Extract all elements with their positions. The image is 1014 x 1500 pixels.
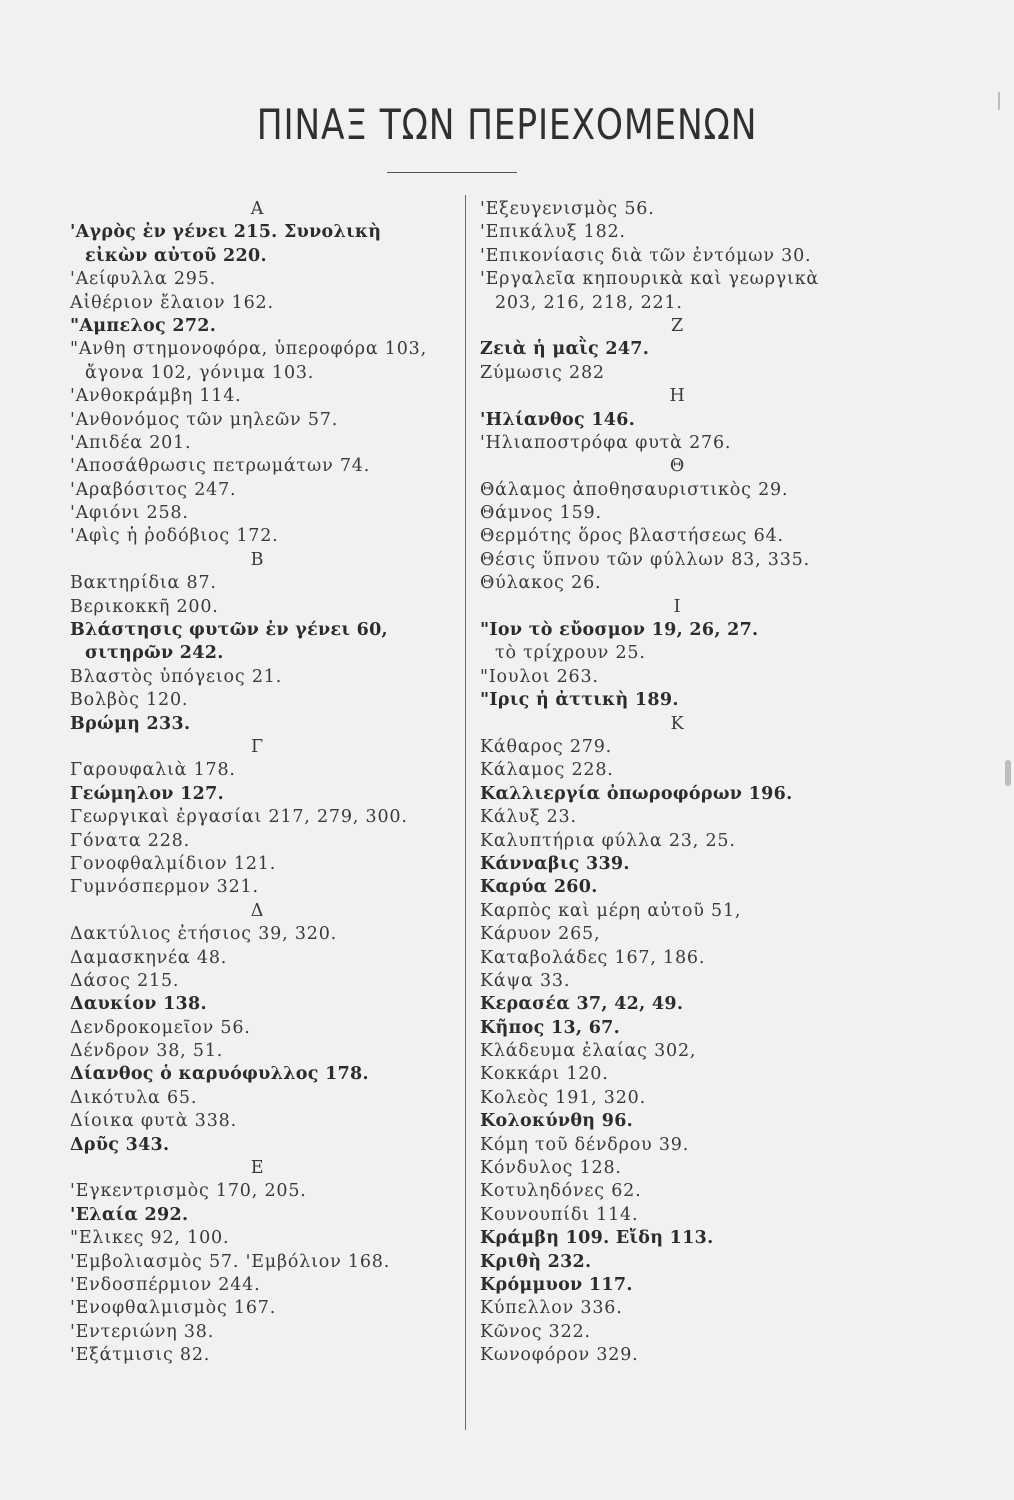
index-entry: "Ιον τὸ εὔοσμον 19, 26, 27. bbox=[480, 620, 759, 641]
section-letter: Ζ bbox=[671, 315, 684, 336]
index-entry: Καλυπτήρια φύλλα 23, 25. bbox=[480, 830, 736, 851]
index-entry: Κῶνος 322. bbox=[480, 1321, 591, 1342]
index-column-right bbox=[480, 198, 875, 1368]
index-entry: 'Ελαία 292. bbox=[70, 1204, 189, 1225]
index-entry: Κάθαρος 279. bbox=[480, 736, 612, 757]
index-entry: Γεώμηλον 127. bbox=[70, 783, 224, 804]
index-entry: Κουνουπίδι 114. bbox=[480, 1204, 639, 1225]
index-entry: 'Ανθονόμος τῶν μηλεῶν 57. bbox=[70, 409, 339, 430]
index-entry: Θέσις ὕπνου τῶν φύλλων 83, 335. bbox=[480, 549, 810, 570]
index-entry: Αἰθέριον ἔλαιον 162. bbox=[70, 292, 274, 313]
index-entry: Κολοκύνθη 96. bbox=[480, 1111, 634, 1132]
index-entry: Κοκκάρι 120. bbox=[480, 1064, 609, 1085]
index-entry: Βλάστησις φυτῶν ἐν γένει 60, bbox=[70, 620, 388, 641]
index-entry: Γεωργικαὶ ἐργασίαι 217, 279, 300. bbox=[70, 807, 408, 828]
index-entry: 'Ηλίανθος 146. bbox=[480, 409, 636, 430]
scan-speck bbox=[998, 92, 1000, 110]
section-letter: Β bbox=[250, 549, 265, 570]
index-entry: 'Εργαλεῖα κηπουρικὰ καὶ γεωργικὰ bbox=[480, 269, 820, 290]
index-entry: Κάλυξ 23. bbox=[480, 807, 577, 828]
index-entry: 'Αείφυλλα 295. bbox=[70, 269, 216, 290]
section-letter: Θ bbox=[669, 456, 686, 477]
index-entry: Δικότυλα 65. bbox=[70, 1087, 198, 1108]
section-letter: Ι bbox=[673, 596, 682, 617]
index-entry: Θάμνος 159. bbox=[480, 503, 602, 524]
index-entry: Θερμότης ὅρος βλαστήσεως 64. bbox=[480, 526, 784, 547]
index-entry: Δίοικα φυτὰ 338. bbox=[70, 1111, 237, 1132]
index-entry: Κρόμμυον 117. bbox=[480, 1274, 633, 1295]
index-entry: 'Επικονίασις διὰ τῶν ἐντόμων 30. bbox=[480, 245, 812, 266]
index-entry: Δενδροκομεῖον 56. bbox=[70, 1017, 251, 1038]
index-entry: Ζύμωσις 282 bbox=[480, 362, 605, 383]
index-entry: Δαυκίον 138. bbox=[70, 994, 207, 1015]
index-entry: Γυμνόσπερμον 321. bbox=[70, 877, 259, 898]
index-column-left bbox=[70, 198, 445, 1368]
index-entry: 'Ενδοσπέρμιον 244. bbox=[70, 1274, 261, 1295]
index-entry: 'Εμβολιασμὸς 57. 'Εμβόλιον 168. bbox=[70, 1251, 391, 1272]
index-entry: 'Απιδέα 201. bbox=[70, 432, 192, 453]
index-entry: Κράμβη 109. Εἴδη 113. bbox=[480, 1228, 714, 1249]
index-entry: Κλάδευμα ἐλαίας 302, bbox=[480, 1041, 697, 1062]
index-entry: Κόνδυλος 128. bbox=[480, 1158, 622, 1179]
index-entry: Καρύα 260. bbox=[480, 877, 598, 898]
index-entry: "Ιρις ἡ ἀττικὴ 189. bbox=[480, 690, 679, 711]
index-entry: Καταβολάδες 167, 186. bbox=[480, 947, 706, 968]
index-entry: Δακτύλιος ἐτήσιος 39, 320. bbox=[70, 924, 337, 945]
index-entry: 'Εξευγενισμὸς 56. bbox=[480, 199, 655, 219]
index-entry: Κάρυον 265, bbox=[480, 924, 601, 945]
index-entry: Κύπελλον 336. bbox=[480, 1298, 623, 1319]
index-entry: Βακτηρίδια 87. bbox=[70, 573, 217, 594]
index-entry: Καρπὸς καὶ μέρη αὐτοῦ 51, bbox=[480, 900, 742, 921]
index-entry: "Ανθη στημονοφόρα, ὑπεροφόρα 103, bbox=[70, 339, 427, 360]
column-divider bbox=[465, 195, 466, 1430]
index-entry: Κῆπος 13, 67. bbox=[480, 1017, 621, 1038]
index-entry: 'Ανθοκράμβη 114. bbox=[70, 386, 242, 407]
index-entry: Δένδρον 38, 51. bbox=[70, 1041, 224, 1062]
index-entry: Ζειὰ ἡ μαῒς 247. bbox=[480, 339, 650, 360]
index-entry: 'Εντεριώνη 38. bbox=[70, 1321, 215, 1342]
index-entry: Κάψα 33. bbox=[480, 970, 571, 991]
page-title: ΠΙΝΑΞ ΤΩΝ ΠΕΡΙΕΧΟΜΕΝΩΝ bbox=[256, 100, 758, 149]
index-entry: Κωνοφόρον 329. bbox=[480, 1345, 639, 1366]
index-entry: Βερικοκκῆ 200. bbox=[70, 596, 219, 617]
index-entry: Βολβὸς 120. bbox=[70, 690, 189, 711]
index-entry: Κριθὴ 232. bbox=[480, 1251, 592, 1272]
index-entry: 'Εξάτμισις 82. bbox=[70, 1345, 211, 1366]
index-entry: Κοτυληδόνες 62. bbox=[480, 1181, 642, 1202]
index-entry: Θύλακος 26. bbox=[480, 573, 602, 594]
section-letter: Δ bbox=[250, 900, 265, 921]
index-entry: Κερασέα 37, 42, 49. bbox=[480, 994, 684, 1015]
index-entry: Κάνναβις 339. bbox=[480, 853, 630, 874]
index-entry: Γονοφθαλμίδιον 121. bbox=[70, 853, 277, 874]
index-entry: 'Ηλιαποστρόφα φυτὰ 276. bbox=[480, 432, 732, 453]
title-underline bbox=[387, 172, 517, 173]
index-entry: 'Αφὶς ἡ ῥοδόβιος 172. bbox=[70, 526, 279, 547]
index-entry: 'Επικάλυξ 182. bbox=[480, 222, 626, 243]
section-letter: Κ bbox=[670, 713, 685, 734]
index-entry: εἰκὼν αὐτοῦ 220. bbox=[85, 245, 267, 266]
index-entry: Γόνατα 228. bbox=[70, 830, 190, 851]
index-entry: Δαμασκηνέα 48. bbox=[70, 947, 228, 968]
index-entry: Γαρουφαλιὰ 178. bbox=[70, 760, 236, 781]
index-entry: τὸ τρίχρουν 25. bbox=[495, 643, 646, 664]
section-letter: Ε bbox=[250, 1158, 265, 1179]
index-entry: ἄγονα 102, γόνιμα 103. bbox=[85, 362, 315, 383]
section-letter: Η bbox=[669, 386, 686, 407]
index-entry: 'Αραβόσιτος 247. bbox=[70, 479, 237, 500]
index-entry: "Ελικες 92, 100. bbox=[70, 1228, 230, 1249]
section-letter: Α bbox=[250, 199, 265, 219]
section-letter: Γ bbox=[251, 736, 264, 757]
index-entry: Κόμη τοῦ δένδρου 39. bbox=[480, 1134, 690, 1155]
index-entry: 'Αποσάθρωσις πετρωμάτων 74. bbox=[70, 456, 371, 477]
index-entry: Βλαστὸς ὑπόγειος 21. bbox=[70, 666, 283, 687]
index-entry: "Ιουλοι 263. bbox=[480, 666, 599, 687]
index-entry: "Αμπελος 272. bbox=[70, 315, 217, 336]
index-entry: σιτηρῶν 242. bbox=[85, 643, 224, 664]
index-entry: Δίανθος ὁ καρυόφυλλος 178. bbox=[70, 1064, 369, 1085]
index-entry: Κάλαμος 228. bbox=[480, 760, 614, 781]
index-entry: 'Αφιόνι 258. bbox=[70, 503, 189, 524]
index-entry: Καλλιεργία ὀπωροφόρων 196. bbox=[480, 783, 793, 804]
index-entry: 'Αγρὸς ἐν γένει 215. Συνολικὴ bbox=[70, 222, 382, 243]
index-entry: Θάλαμος ἀποθησαυριστικὸς 29. bbox=[480, 479, 789, 500]
index-entry: Κολεὸς 191, 320. bbox=[480, 1087, 646, 1108]
index-entry: 'Εγκεντρισμὸς 170, 205. bbox=[70, 1181, 307, 1202]
index-entry: Δάσος 215. bbox=[70, 970, 180, 991]
scan-speck bbox=[1005, 760, 1011, 786]
index-entry: 203, 216, 218, 221. bbox=[495, 292, 683, 313]
index-entry: Δρῦς 343. bbox=[70, 1134, 170, 1155]
index-entry: 'Ενοφθαλμισμὸς 167. bbox=[70, 1298, 277, 1319]
index-entry: Βρώμη 233. bbox=[70, 713, 191, 734]
